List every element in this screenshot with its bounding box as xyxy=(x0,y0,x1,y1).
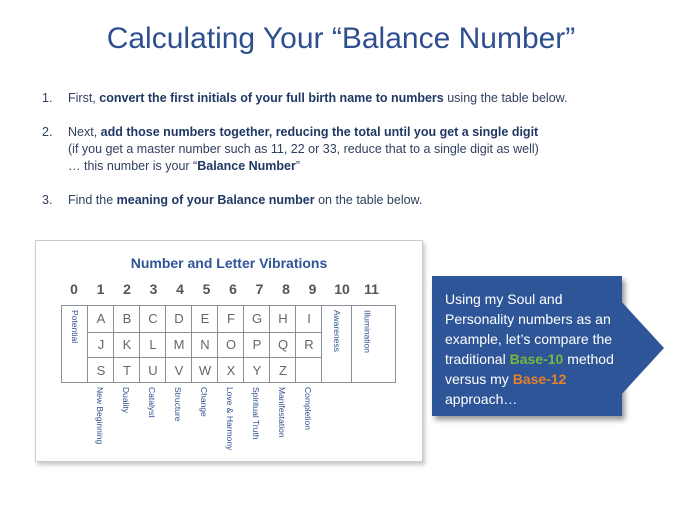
meaning-label: New Beginning xyxy=(95,387,105,445)
letter-cell: R xyxy=(304,337,314,352)
step-number: 2. xyxy=(42,125,53,139)
letter-cell: C xyxy=(148,311,158,326)
grid-row-line xyxy=(88,332,322,333)
letter-cell: G xyxy=(251,311,263,326)
letter-cell: F xyxy=(227,311,235,326)
step-text: Find the xyxy=(68,193,114,207)
meaning-label: Love & Harmony xyxy=(225,387,235,451)
digit-10: 10 xyxy=(334,281,350,297)
table-title: Number and Letter Vibrations xyxy=(130,255,328,271)
callout-line: approach… xyxy=(445,391,518,407)
letter-cell: L xyxy=(149,337,157,352)
digit-0: 0 xyxy=(70,281,78,297)
letter-cell: W xyxy=(198,363,212,378)
awareness-label: Awareness xyxy=(332,310,342,352)
step-text: using the table below. xyxy=(447,91,568,105)
letter-cell: U xyxy=(148,363,158,378)
callout-text xyxy=(445,289,625,409)
letter-cell: M xyxy=(173,337,185,352)
letter-cell: V xyxy=(174,363,184,378)
potential-label: Potential xyxy=(70,310,80,344)
meaning-label: Spiritual Truth xyxy=(251,387,261,440)
step-text: … this number is your “ xyxy=(68,159,198,173)
step-text-line2: (if you get a master number such as 11, 22 or 33, reduce that to a single digit as well) xyxy=(68,142,539,156)
callout-line: Using my Soul and Personality numbers as an example, let’s compare the traditional xyxy=(445,291,613,367)
letter-cell: K xyxy=(122,337,132,352)
letter-grid xyxy=(61,305,396,383)
letter-cell: N xyxy=(200,337,210,352)
vibrations-table-image xyxy=(35,240,423,462)
step-text: on the table below. xyxy=(318,193,423,207)
base12-label: Base-12 xyxy=(512,371,567,387)
letter-cell: S xyxy=(96,363,106,378)
meaning-label: Structure xyxy=(173,387,183,422)
letter-cell: J xyxy=(97,337,105,352)
step-3 xyxy=(42,192,662,209)
callout-arrow xyxy=(620,300,664,396)
letter-cell: X xyxy=(226,363,236,378)
letter-cell: O xyxy=(225,337,237,352)
grid-row-line xyxy=(88,357,322,358)
step-number: 3. xyxy=(42,193,53,207)
meaning-label: Manifestation xyxy=(277,387,287,438)
digit-8: 8 xyxy=(282,281,290,297)
step-number: 1. xyxy=(42,91,53,105)
digit-1: 1 xyxy=(96,281,105,297)
digit-5: 5 xyxy=(202,281,211,297)
digit-header-row xyxy=(36,281,422,299)
step-2 xyxy=(42,124,662,175)
digit-3: 3 xyxy=(149,281,158,297)
page-title: Calculating Your “Balance Number” xyxy=(106,22,576,55)
step-bold-text: add those numbers together, reducing the total until you get a single digit xyxy=(100,125,539,139)
digit-11: 11 xyxy=(364,281,379,297)
step-text: First, xyxy=(68,91,96,105)
digit-6: 6 xyxy=(229,281,237,297)
step-1 xyxy=(42,90,662,107)
callout-line: method versus my xyxy=(445,351,614,387)
step-text: Next, xyxy=(68,125,98,139)
letter-cell: E xyxy=(200,311,210,326)
step-text: ” xyxy=(295,159,301,173)
letter-cell: Z xyxy=(279,363,287,378)
step-bold-text: convert the first initials of your full birth name to numbers xyxy=(99,91,444,105)
letter-cell: P xyxy=(252,337,262,352)
illumination-label: Illumination xyxy=(362,310,373,353)
letter-cell: D xyxy=(174,311,184,326)
meaning-label: Change xyxy=(199,387,209,417)
letter-cell: H xyxy=(278,311,288,326)
digit-2: 2 xyxy=(123,281,131,297)
meaning-label: Completion xyxy=(303,387,313,430)
letter-cell: A xyxy=(96,311,106,326)
digit-7: 7 xyxy=(255,281,264,297)
base10-label: Base-10 xyxy=(509,351,564,367)
letter-cell: Y xyxy=(252,363,262,378)
letter-cell: B xyxy=(122,311,132,326)
instructions-list xyxy=(42,90,662,226)
meaning-label: Catalyst xyxy=(147,387,157,418)
meaning-label: Duality xyxy=(121,387,131,413)
digit-9: 9 xyxy=(308,281,317,297)
step-bold-text: meaning of your Balance number xyxy=(116,193,315,207)
digit-4: 4 xyxy=(176,281,184,297)
step-bold-text: Balance Number xyxy=(197,159,296,173)
letter-cell: I xyxy=(307,311,311,326)
letter-cell: T xyxy=(123,363,131,378)
letter-cell: Q xyxy=(277,337,289,352)
